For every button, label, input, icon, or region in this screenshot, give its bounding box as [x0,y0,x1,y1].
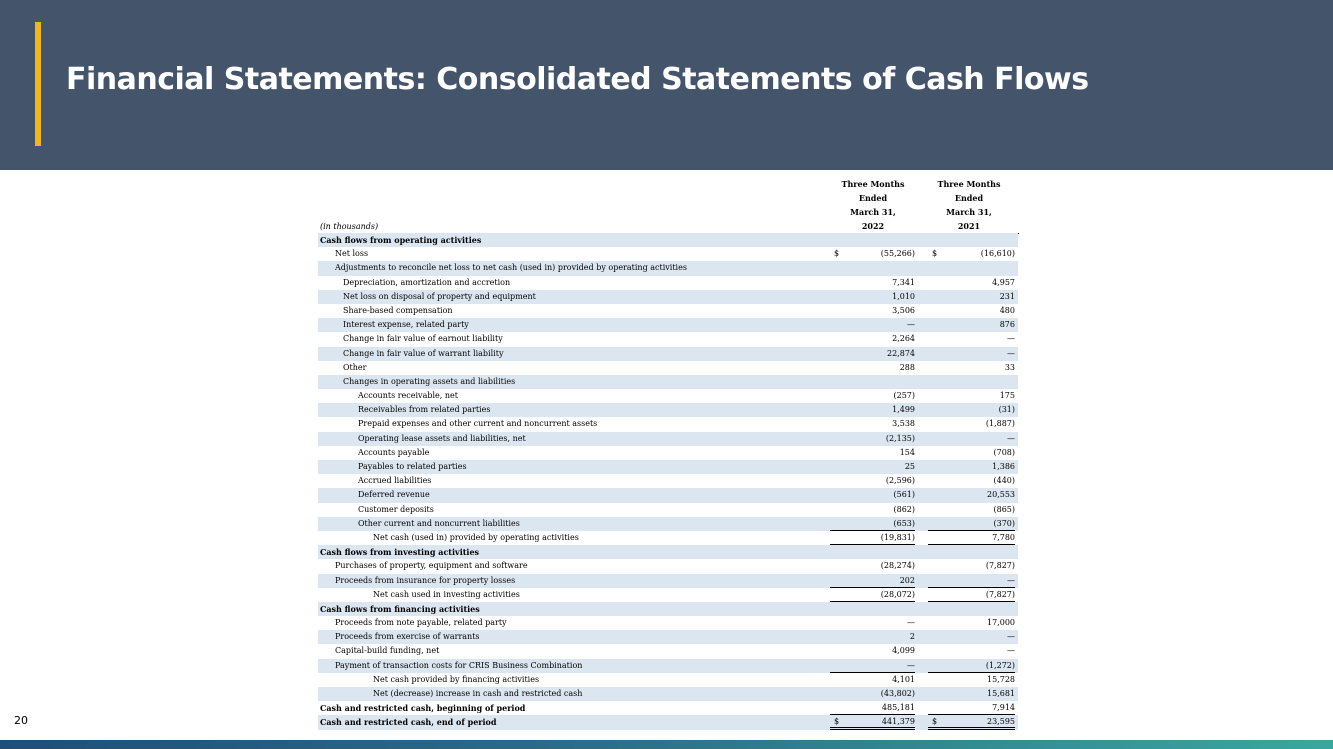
value-cell-2022 [830,375,915,389]
currency-symbol: $ [932,717,938,727]
value-cell-2021 [928,361,1015,375]
column-header-line: Ended [954,193,984,203]
cell-value: — [1007,646,1015,656]
cell-value: — [1007,575,1015,585]
cell-value: (653) [893,518,915,528]
value-cell-2021 [928,574,1015,588]
currency-symbol: $ [834,717,840,727]
column-header-2022 [823,177,923,234]
value-cell-2022 [830,361,915,375]
value-cell-2021 [928,659,1015,673]
row-label: Proceeds from note payable, related party [335,618,507,628]
cell-value: 22,874 [887,348,915,358]
row-label: Purchases of property, equipment and software [335,561,528,571]
value-cell-2021 [928,446,1015,460]
cell-value: 4,101 [892,674,915,684]
table-row [318,460,1018,474]
cell-value: (257) [893,391,915,401]
cell-value: 4,957 [992,277,1015,287]
table-row [318,474,1018,488]
cell-value: 23,595 [987,717,1015,727]
table-row [318,261,1018,275]
table-row [318,488,1018,502]
cell-value: (561) [893,490,915,500]
value-cell-2021 [928,687,1015,701]
value-cell-2022 [830,503,915,517]
table-row [318,389,1018,403]
column-header-2021 [919,177,1019,234]
table-row [318,588,1018,602]
value-cell-2021 [928,644,1015,658]
slide-header [0,0,1333,170]
value-cell-2022 [830,517,915,531]
value-cell-2021 [928,559,1015,573]
value-cell-2022 [830,247,915,261]
value-cell-2022 [830,559,915,573]
row-label: Net cash (used in) provided by operating activities [373,532,579,542]
value-cell-2021 [928,276,1015,290]
cell-value: (440) [993,476,1015,486]
cell-value: 1,010 [892,291,915,301]
row-label: Depreciation, amortization and accretion [343,277,511,287]
cell-value: 876 [999,320,1015,330]
table-row [318,403,1018,417]
table-row [318,276,1018,290]
row-label: Capital-build funding, net [335,646,440,656]
cell-value: 15,728 [987,674,1015,684]
column-header-line: Three Months [841,179,905,189]
value-cell-2022 [830,233,915,247]
value-cell-2021 [928,531,1015,545]
row-label: Prepaid expenses and other current and noncurrent assets [358,419,598,429]
value-cell-2022 [830,715,915,729]
value-cell-2022 [830,531,915,545]
cell-value: (28,274) [880,561,915,571]
value-cell-2021 [928,701,1015,715]
table-row [318,290,1018,304]
page-title: Financial Statements: Consolidated Statements of Cash Flows [66,62,1089,97]
value-cell-2021 [928,304,1015,318]
cell-value: (7,827) [985,561,1015,571]
value-cell-2021 [928,460,1015,474]
value-cell-2022 [830,432,915,446]
value-cell-2021 [928,503,1015,517]
value-cell-2021 [928,332,1015,346]
cell-value: 441,379 [881,717,915,727]
table-row [318,318,1018,332]
value-cell-2022 [830,347,915,361]
cell-value: 2 [909,632,915,642]
row-label: Net loss [335,249,369,259]
column-header-line: March 31, [850,207,896,217]
table-row [318,432,1018,446]
cell-value: 3,538 [892,419,915,429]
table-row [318,304,1018,318]
row-label: Payment of transaction costs for CRIS Business Combination [335,660,583,670]
value-cell-2022 [830,687,915,701]
cell-value: (55,266) [880,249,915,259]
accent-bar [35,22,41,146]
row-label: Proceeds from exercise of warrants [335,632,480,642]
currency-symbol: $ [932,249,938,259]
table-row [318,361,1018,375]
column-header-year: 2021 [919,219,1019,234]
cell-value: 33 [1004,362,1015,372]
cell-value: (43,802) [880,689,915,698]
value-cell-2021 [928,318,1015,332]
cell-value: (1,887) [985,419,1015,429]
cell-value: 20,553 [987,490,1015,500]
value-cell-2022 [830,304,915,318]
cell-value: — [1007,334,1015,344]
cell-value: 480 [999,305,1015,315]
cell-value: (19,831) [880,532,915,542]
column-header-line: Three Months [937,179,1001,189]
table-row [318,630,1018,644]
value-cell-2022 [830,276,915,290]
value-cell-2022 [830,616,915,630]
table-row [318,347,1018,361]
value-cell-2022 [830,630,915,644]
value-cell-2022 [830,261,915,275]
value-cell-2022 [830,332,915,346]
value-cell-2022 [830,318,915,332]
row-label: Net loss on disposal of property and equipment [343,291,536,301]
table-row [318,332,1018,346]
table-row [318,531,1018,545]
column-header-line: Ended [858,193,888,203]
row-label: Accounts payable [358,447,430,457]
value-cell-2021 [928,347,1015,361]
currency-symbol: $ [834,249,840,259]
value-cell-2021 [928,545,1015,559]
table-row [318,233,1018,247]
cell-value: 1,386 [992,462,1015,471]
value-cell-2022 [830,545,915,559]
value-cell-2022 [830,460,915,474]
row-label: Accounts receivable, net [358,391,458,401]
value-cell-2021 [928,715,1015,729]
row-label: Operating lease assets and liabilities, net [358,433,526,443]
cell-value: (2,135) [885,433,915,443]
cell-value: — [1007,433,1015,443]
value-cell-2021 [928,588,1015,602]
value-cell-2022 [830,673,915,687]
value-cell-2022 [830,659,915,673]
row-label: Customer deposits [358,504,434,514]
cell-value: 202 [899,575,915,585]
table-row [318,559,1018,573]
cell-value: 15,681 [987,689,1015,698]
row-label: Deferred revenue [358,490,430,500]
value-cell-2022 [830,417,915,431]
value-cell-2022 [830,403,915,417]
page-number: 20 [14,714,28,727]
table-row [318,503,1018,517]
row-label: Cash flows from financing activities [320,603,480,614]
row-label: Proceeds from insurance for property losses [335,575,516,585]
cell-value: 25 [904,462,915,471]
row-label: Share-based compensation [343,305,453,315]
cell-value: 7,341 [892,277,915,287]
column-header-year: 2022 [823,219,923,234]
cell-value: 17,000 [987,618,1015,628]
value-cell-2022 [830,588,915,602]
cell-value: 288 [899,362,915,372]
row-label: Net (decrease) increase in cash and restricted cash [373,689,583,698]
cell-value: (862) [893,504,915,514]
value-cell-2021 [928,616,1015,630]
cell-value: (370) [993,518,1015,528]
table-row [318,673,1018,687]
table-row [318,715,1018,729]
value-cell-2021 [928,247,1015,261]
row-label: Interest expense, related party [343,320,469,330]
value-cell-2021 [928,290,1015,304]
value-cell-2021 [928,517,1015,531]
value-cell-2022 [830,474,915,488]
cell-value: 154 [899,447,915,457]
value-cell-2022 [830,488,915,502]
table-row [318,417,1018,431]
table-row [318,545,1018,559]
cell-value: — [907,618,915,628]
value-cell-2021 [928,375,1015,389]
row-label: Cash and restricted cash, beginning of period [320,703,526,714]
footer-band [0,740,1333,749]
table-row [318,644,1018,658]
value-cell-2022 [830,446,915,460]
value-cell-2022 [830,290,915,304]
table-row [318,375,1018,389]
cell-value: (865) [993,504,1015,514]
value-cell-2021 [928,389,1015,403]
table-row [318,687,1018,701]
cell-value: (708) [993,447,1015,457]
cell-value: (16,610) [980,249,1015,259]
cell-value: — [907,660,915,670]
value-cell-2022 [830,701,915,715]
table-row [318,446,1018,460]
column-header-line: March 31, [946,207,992,217]
row-label: Cash and restricted cash, end of period [320,717,497,728]
value-cell-2021 [928,673,1015,687]
row-label: Other [343,362,367,372]
table-row [318,247,1018,261]
value-cell-2021 [928,233,1015,247]
cell-value: 4,099 [892,646,915,656]
table-row [318,616,1018,630]
value-cell-2022 [830,644,915,658]
row-label: Cash flows from investing activities [320,547,480,558]
row-label: Cash flows from operating activities [320,235,482,245]
value-cell-2021 [928,602,1015,616]
value-cell-2022 [830,602,915,616]
value-cell-2021 [928,261,1015,275]
table-row [318,602,1018,616]
row-label: Payables to related parties [358,462,467,471]
value-cell-2021 [928,630,1015,644]
table-row [318,517,1018,531]
cash-flow-table [318,233,1018,730]
value-cell-2021 [928,474,1015,488]
cell-value: (1,272) [985,660,1015,670]
value-cell-2021 [928,403,1015,417]
cell-value: 485,181 [881,703,915,713]
cell-value: (28,072) [880,589,915,599]
table-row [318,659,1018,673]
value-cell-2021 [928,488,1015,502]
table-row [318,574,1018,588]
cell-value: 7,780 [992,532,1015,542]
cell-value: 175 [999,391,1015,401]
cell-value: 1,499 [892,405,915,415]
cell-value: 231 [999,291,1015,301]
row-label: Accrued liabilities [358,476,432,486]
row-label: Change in fair value of earnout liability [343,334,503,344]
cell-value: 2,264 [892,334,915,344]
row-label: Changes in operating assets and liabilities [343,376,516,386]
value-cell-2022 [830,574,915,588]
cell-value: 7,914 [992,703,1015,713]
cell-value: — [1007,348,1015,358]
row-label: Net cash provided by financing activities [373,674,540,684]
row-label: Other current and noncurrent liabilities [358,518,520,528]
units-note: (in thousands) [320,222,379,231]
row-label: Change in fair value of warrant liability [343,348,504,358]
cell-value: (2,596) [885,476,915,486]
cell-value: — [1007,632,1015,642]
cell-value: (31) [998,405,1015,415]
cell-value: — [907,320,915,330]
table-row [318,701,1018,715]
row-label: Receivables from related parties [358,405,491,415]
cell-value: (7,827) [985,589,1015,599]
value-cell-2022 [830,389,915,403]
cell-value: 3,506 [892,305,915,315]
value-cell-2021 [928,432,1015,446]
row-label: Net cash used in investing activities [373,589,520,599]
value-cell-2021 [928,417,1015,431]
row-label: Adjustments to reconcile net loss to net cash (used in) provided by operating activities [335,263,687,273]
